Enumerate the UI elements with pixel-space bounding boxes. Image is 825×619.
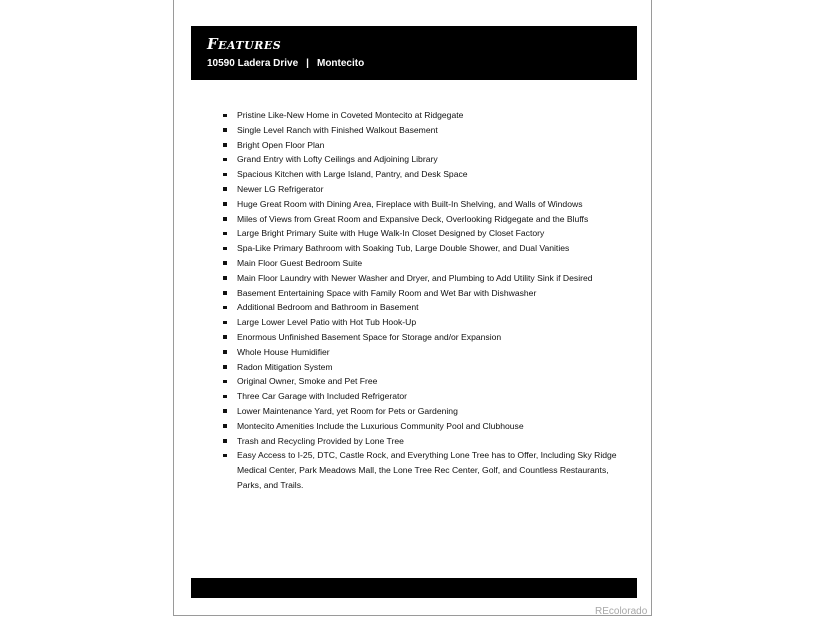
property-neighborhood: Montecito bbox=[316, 58, 365, 69]
bullet-square-icon bbox=[223, 232, 227, 236]
bullet-square-icon bbox=[223, 395, 227, 399]
feature-text: Additional Bedroom and Bathroom in Basement bbox=[237, 302, 419, 313]
feature-text: Radon Mitigation System bbox=[237, 361, 333, 372]
feature-item bbox=[222, 271, 622, 286]
feature-item bbox=[222, 448, 622, 492]
feature-item bbox=[222, 182, 622, 197]
feature-text: Miles of Views from Great Room and Expansive Deck, Overlooking Ridgegate and the Bluffs bbox=[237, 213, 589, 224]
feature-item bbox=[222, 434, 622, 449]
feature-item bbox=[222, 360, 622, 375]
feature-text: Single Level Ranch with Finished Walkout Basement bbox=[237, 124, 438, 135]
feature-item bbox=[222, 212, 622, 227]
feature-item bbox=[222, 123, 622, 138]
feature-text: Montecito Amenities Include the Luxurious Community Pool and Clubhouse bbox=[237, 420, 524, 431]
feature-text: Grand Entry with Lofty Ceilings and Adjoining Library bbox=[237, 154, 438, 165]
bullet-square-icon bbox=[223, 439, 227, 443]
feature-text: Enormous Unfinished Basement Space for Storage and/or Expansion bbox=[237, 331, 502, 342]
feature-text: Original Owner, Smoke and Pet Free bbox=[237, 376, 378, 387]
feature-text: Trash and Recycling Provided by Lone Tree bbox=[237, 435, 404, 446]
bullet-square-icon bbox=[223, 424, 227, 428]
feature-text: Newer LG Refrigerator bbox=[237, 183, 324, 194]
bullet-square-icon bbox=[223, 128, 227, 132]
feature-item bbox=[222, 226, 622, 241]
feature-text: Easy Access to I-25, DTC, Castle Rock, and Everything Lone Tree has to Offer, Including Sky Ridge Medical Center, Park Meadows Mall, the Lone Tree Rec Center, Golf, and Countless Restaurants, Parks, and Trails. bbox=[237, 450, 617, 490]
feature-item bbox=[222, 138, 622, 153]
bullet-square-icon bbox=[223, 380, 227, 384]
bullet-square-icon bbox=[223, 276, 227, 280]
feature-item bbox=[222, 286, 622, 301]
feature-item bbox=[222, 197, 622, 212]
property-address: 10590 Ladera Drive bbox=[207, 58, 299, 69]
bullet-square-icon bbox=[223, 114, 227, 118]
header-banner bbox=[191, 26, 637, 80]
bullet-square-icon bbox=[223, 143, 227, 147]
feature-text: Pristine Like-New Home in Coveted Montecito at Ridgegate bbox=[237, 110, 464, 120]
watermark: REcolorado bbox=[595, 606, 648, 617]
bullet-square-icon bbox=[223, 158, 227, 162]
feature-text: Main Floor Laundry with Newer Washer and Dryer, and Plumbing to Add Utility Sink if Desired bbox=[237, 272, 593, 283]
feature-text: Spacious Kitchen with Large Island, Pantry, and Desk Space bbox=[237, 169, 468, 180]
feature-item bbox=[222, 419, 622, 434]
feature-text: Lower Maintenance Yard, yet Room for Pets or Gardening bbox=[237, 405, 458, 416]
feature-text: Huge Great Room with Dining Area, Fireplace with Built-In Shelving, and Walls of Windows bbox=[237, 198, 583, 209]
bullet-square-icon bbox=[223, 350, 227, 354]
page-title: Features bbox=[207, 35, 282, 53]
feature-text: Large Lower Level Patio with Hot Tub Hook-Up bbox=[237, 317, 417, 328]
bullet-square-icon bbox=[223, 187, 227, 191]
bullet-square-icon bbox=[223, 261, 227, 265]
bullet-square-icon bbox=[223, 365, 227, 369]
feature-item bbox=[222, 152, 622, 167]
footer-banner bbox=[191, 578, 637, 598]
address-separator: | bbox=[306, 58, 309, 69]
feature-item bbox=[222, 404, 622, 419]
feature-item bbox=[222, 108, 622, 123]
bullet-square-icon bbox=[223, 173, 227, 177]
feature-text: Main Floor Guest Bedroom Suite bbox=[237, 257, 363, 268]
feature-item bbox=[222, 256, 622, 271]
feature-item bbox=[222, 389, 622, 404]
feature-item bbox=[222, 345, 622, 360]
features-list bbox=[222, 108, 622, 493]
bullet-square-icon bbox=[223, 217, 227, 221]
feature-text: Basement Entertaining Space with Family Room and Wet Bar with Dishwasher bbox=[237, 287, 537, 298]
feature-item bbox=[222, 300, 622, 315]
feature-text: Large Bright Primary Suite with Huge Walk-In Closet Designed by Closet Factory bbox=[237, 228, 545, 239]
feature-text: Whole House Humidifier bbox=[237, 346, 330, 357]
bullet-square-icon bbox=[223, 306, 227, 310]
bullet-square-icon bbox=[223, 409, 227, 413]
bullet-square-icon bbox=[223, 454, 227, 458]
feature-item bbox=[222, 315, 622, 330]
document-page bbox=[173, 0, 652, 616]
feature-text: Spa-Like Primary Bathroom with Soaking Tub, Large Double Shower, and Dual Vanities bbox=[237, 243, 570, 254]
bullet-square-icon bbox=[223, 335, 227, 339]
feature-item bbox=[222, 330, 622, 345]
feature-item bbox=[222, 374, 622, 389]
property-address-line bbox=[207, 59, 364, 69]
feature-item bbox=[222, 241, 622, 256]
feature-item bbox=[222, 167, 622, 182]
bullet-square-icon bbox=[223, 247, 227, 251]
bullet-square-icon bbox=[223, 321, 227, 325]
feature-text: Three Car Garage with Included Refrigerator bbox=[237, 391, 408, 402]
bullet-square-icon bbox=[223, 202, 227, 206]
bullet-square-icon bbox=[223, 291, 227, 295]
feature-text: Bright Open Floor Plan bbox=[237, 139, 325, 150]
